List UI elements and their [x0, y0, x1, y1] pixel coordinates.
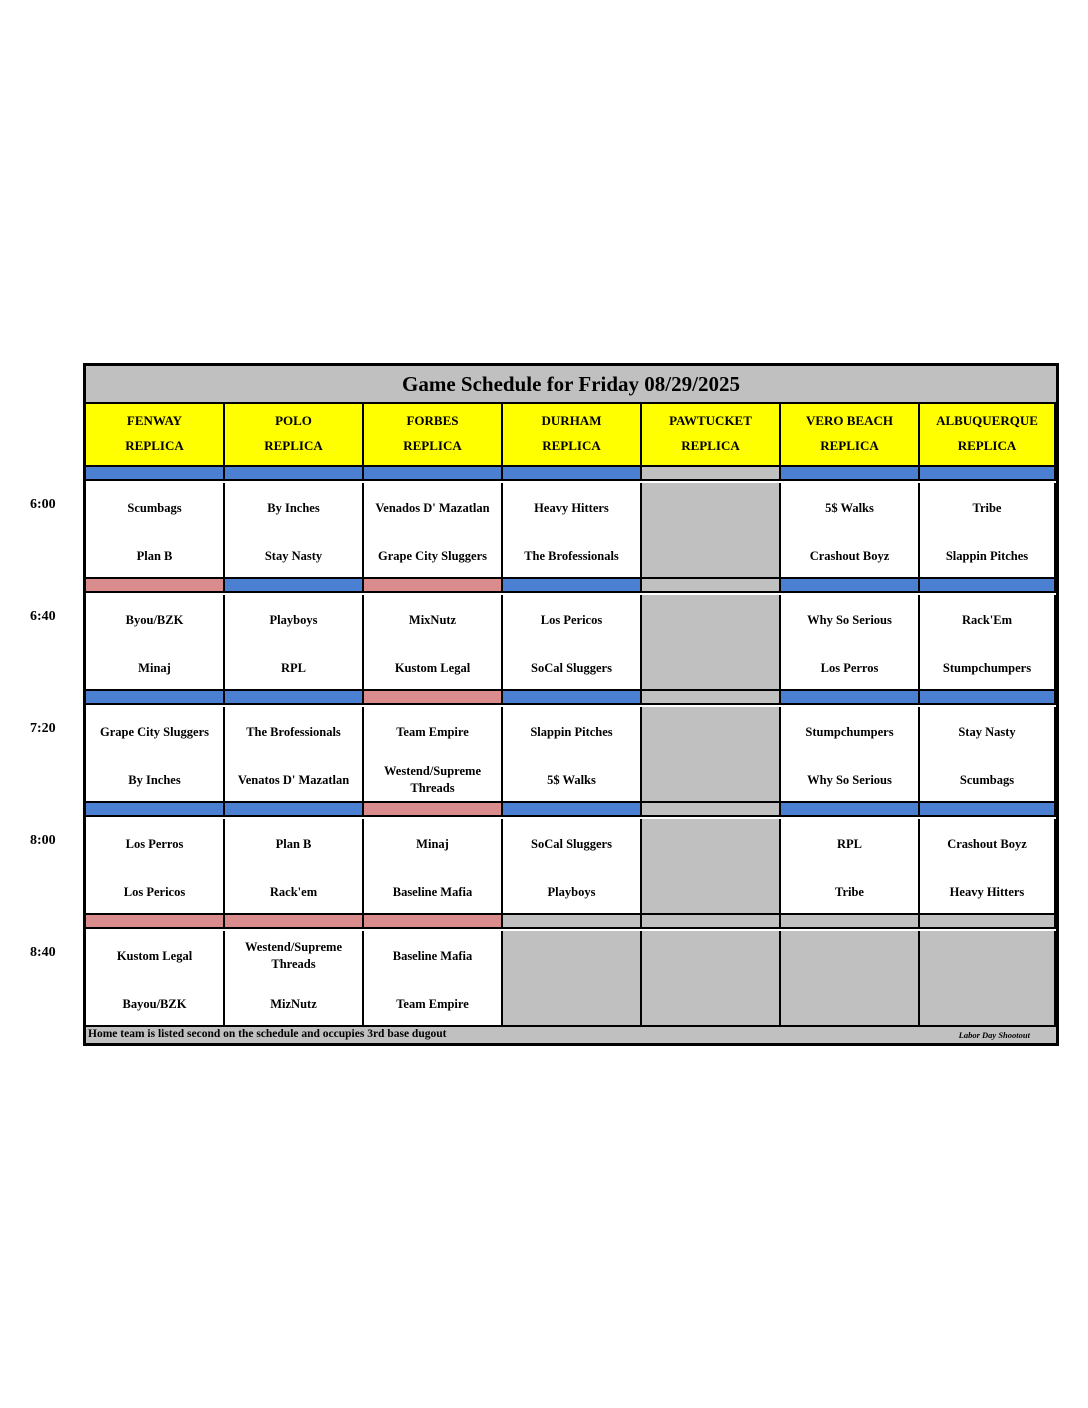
schedule-table — [83, 363, 1059, 1046]
away-team: Why So Serious — [807, 612, 892, 627]
away-team: Tribe — [972, 500, 1002, 515]
time-label: 7:20 — [30, 721, 56, 736]
divider-strip — [503, 803, 642, 817]
home-team: Kustom Legal — [394, 660, 471, 675]
divider-strip — [781, 915, 920, 929]
divider-strip — [503, 579, 642, 593]
away-team: Los Pericos — [540, 612, 603, 627]
home-team: Venatos D' Mazatlan — [237, 772, 350, 787]
game-cell — [920, 707, 1056, 803]
home-team: Los Pericos — [123, 884, 186, 899]
away-team: Baseline Mafia — [392, 948, 473, 963]
game-cell — [503, 707, 642, 803]
divider-strip — [642, 467, 781, 481]
away-team: Westend/Supreme Threads — [245, 940, 342, 971]
field-subtitle: REPLICA — [542, 438, 601, 453]
field-subtitle: REPLICA — [264, 438, 323, 453]
divider-strip — [781, 803, 920, 817]
field-header — [364, 404, 503, 467]
divider-strip — [642, 803, 781, 817]
home-team: 5$ Walks — [547, 772, 596, 787]
empty-cell — [642, 819, 781, 915]
away-team: Stay Nasty — [958, 724, 1016, 739]
divider-strip — [642, 579, 781, 593]
divider-strip — [86, 915, 225, 929]
divider-strip — [781, 579, 920, 593]
divider-strip — [225, 579, 364, 593]
divider-strip — [781, 691, 920, 705]
field-header — [781, 404, 920, 467]
divider-strip — [364, 691, 503, 705]
game-cell — [364, 595, 503, 691]
game-cell — [781, 595, 920, 691]
divider-strip — [225, 915, 364, 929]
field-name: DURHAM — [541, 413, 602, 428]
schedule-title: Game Schedule for Friday 08/29/2025 — [86, 366, 1056, 404]
divider-strip — [642, 915, 781, 929]
away-team: Los Perros — [125, 836, 184, 851]
game-cell — [225, 707, 364, 803]
game-cell — [86, 595, 225, 691]
game-cell — [86, 819, 225, 915]
away-team: By Inches — [267, 500, 320, 515]
field-subtitle: REPLICA — [403, 438, 462, 453]
away-team: Heavy Hitters — [534, 500, 609, 515]
divider-strip — [364, 579, 503, 593]
home-team: Plan B — [136, 548, 173, 563]
game-cell — [225, 595, 364, 691]
divider-strip — [920, 691, 1056, 705]
divider-strip — [364, 803, 503, 817]
divider-strip — [364, 467, 503, 481]
field-header — [86, 404, 225, 467]
away-team: RPL — [837, 836, 862, 851]
game-cell — [503, 819, 642, 915]
away-team: Venados D' Mazatlan — [375, 500, 490, 515]
home-team: SoCal Sluggers — [531, 660, 612, 675]
divider-strip — [781, 467, 920, 481]
home-team-note: Home team is listed second on the schedule and occupies 3rd base dugout — [88, 1028, 447, 1040]
home-team: Crashout Boyz — [809, 548, 890, 563]
home-team: Los Perros — [820, 660, 879, 675]
home-team: Minaj — [138, 660, 171, 675]
away-team: Minaj — [416, 836, 449, 851]
field-header — [225, 404, 364, 467]
divider-strip — [86, 803, 225, 817]
game-cell — [781, 483, 920, 579]
divider-strip — [225, 803, 364, 817]
divider-strip — [503, 915, 642, 929]
game-cell — [225, 819, 364, 915]
home-team: Heavy Hitters — [949, 884, 1025, 899]
game-cell — [86, 483, 225, 579]
divider-strip — [86, 467, 225, 481]
home-team: By Inches — [128, 772, 181, 787]
game-cell — [364, 819, 503, 915]
home-team: Stay Nasty — [264, 548, 323, 563]
empty-cell — [642, 707, 781, 803]
away-team: Playboys — [269, 612, 318, 627]
field-subtitle: REPLICA — [820, 438, 879, 453]
home-team: Baseline Mafia — [392, 884, 473, 899]
home-team: Westend/Supreme Threads — [384, 764, 481, 795]
away-team: 5$ Walks — [825, 500, 874, 515]
game-cell — [920, 819, 1056, 915]
home-team: Tribe — [835, 884, 864, 899]
home-team: The Brofessionals — [524, 548, 619, 563]
field-header — [642, 404, 781, 467]
game-cell — [920, 483, 1056, 579]
field-subtitle: REPLICA — [125, 438, 184, 453]
game-cell — [364, 483, 503, 579]
field-name: POLO — [275, 413, 312, 428]
divider-strip — [86, 691, 225, 705]
away-team: Team Empire — [396, 724, 469, 739]
event-name: Labor Day Shootout — [958, 1030, 1030, 1040]
home-team: Rack'em — [269, 884, 318, 899]
divider-strip — [920, 579, 1056, 593]
away-team: SoCal Sluggers — [531, 836, 612, 851]
empty-cell — [642, 931, 781, 1027]
game-cell — [781, 707, 920, 803]
time-label: 6:40 — [30, 609, 56, 624]
field-header — [920, 404, 1056, 467]
divider-strip — [503, 467, 642, 481]
field-name: VERO BEACH — [805, 413, 894, 428]
home-team: Bayou/BZK — [122, 996, 187, 1011]
game-cell — [225, 483, 364, 579]
home-team: Grape City Sluggers — [377, 548, 488, 563]
away-team: Byou/BZK — [125, 612, 184, 627]
empty-cell — [642, 595, 781, 691]
schedule-footer — [86, 1027, 1056, 1043]
game-cell — [920, 595, 1056, 691]
game-cell — [225, 931, 364, 1027]
divider-strip — [920, 467, 1056, 481]
away-team: Grape City Sluggers — [99, 724, 210, 739]
home-team: Team Empire — [396, 996, 469, 1011]
time-label: 8:00 — [30, 833, 56, 848]
home-team: Stumpchumpers — [942, 660, 1032, 675]
game-cell — [364, 931, 503, 1027]
away-team: Stumpchumpers — [805, 724, 894, 739]
empty-cell — [642, 483, 781, 579]
field-name: PAWTUCKET — [669, 413, 752, 428]
field-name: ALBUQUERQUE — [936, 413, 1038, 428]
game-cell — [503, 483, 642, 579]
home-team: Why So Serious — [807, 772, 892, 787]
away-team: Slappin Pitches — [530, 724, 613, 739]
away-team: Kustom Legal — [116, 948, 193, 963]
away-team: The Brofessionals — [246, 724, 341, 739]
home-team: Scumbags — [959, 772, 1015, 787]
field-name: FENWAY — [126, 413, 183, 428]
home-team: MizNutz — [270, 996, 317, 1011]
away-team: Crashout Boyz — [947, 836, 1027, 851]
divider-strip — [225, 467, 364, 481]
divider-strip — [364, 915, 503, 929]
empty-cell — [781, 931, 920, 1027]
divider-strip — [503, 691, 642, 705]
field-name: FORBES — [406, 413, 459, 428]
game-cell — [781, 819, 920, 915]
field-header — [503, 404, 642, 467]
field-subtitle: REPLICA — [957, 438, 1017, 453]
game-cell — [86, 931, 225, 1027]
divider-strip — [225, 691, 364, 705]
divider-strip — [920, 803, 1056, 817]
game-cell — [364, 707, 503, 803]
divider-strip — [86, 579, 225, 593]
empty-cell — [920, 931, 1056, 1027]
home-team: Slappin Pitches — [945, 548, 1029, 563]
away-team: MixNutz — [408, 612, 457, 627]
time-label: 6:00 — [30, 497, 56, 512]
divider-strip — [642, 691, 781, 705]
time-label: 8:40 — [30, 945, 56, 960]
away-team: Plan B — [275, 836, 312, 851]
empty-cell — [503, 931, 642, 1027]
home-team: RPL — [281, 660, 306, 675]
divider-strip — [920, 915, 1056, 929]
away-team: Scumbags — [127, 500, 182, 515]
field-subtitle: REPLICA — [681, 438, 740, 453]
game-cell — [503, 595, 642, 691]
away-team: Rack'Em — [962, 612, 1012, 627]
home-team: Playboys — [547, 884, 596, 899]
game-cell — [86, 707, 225, 803]
